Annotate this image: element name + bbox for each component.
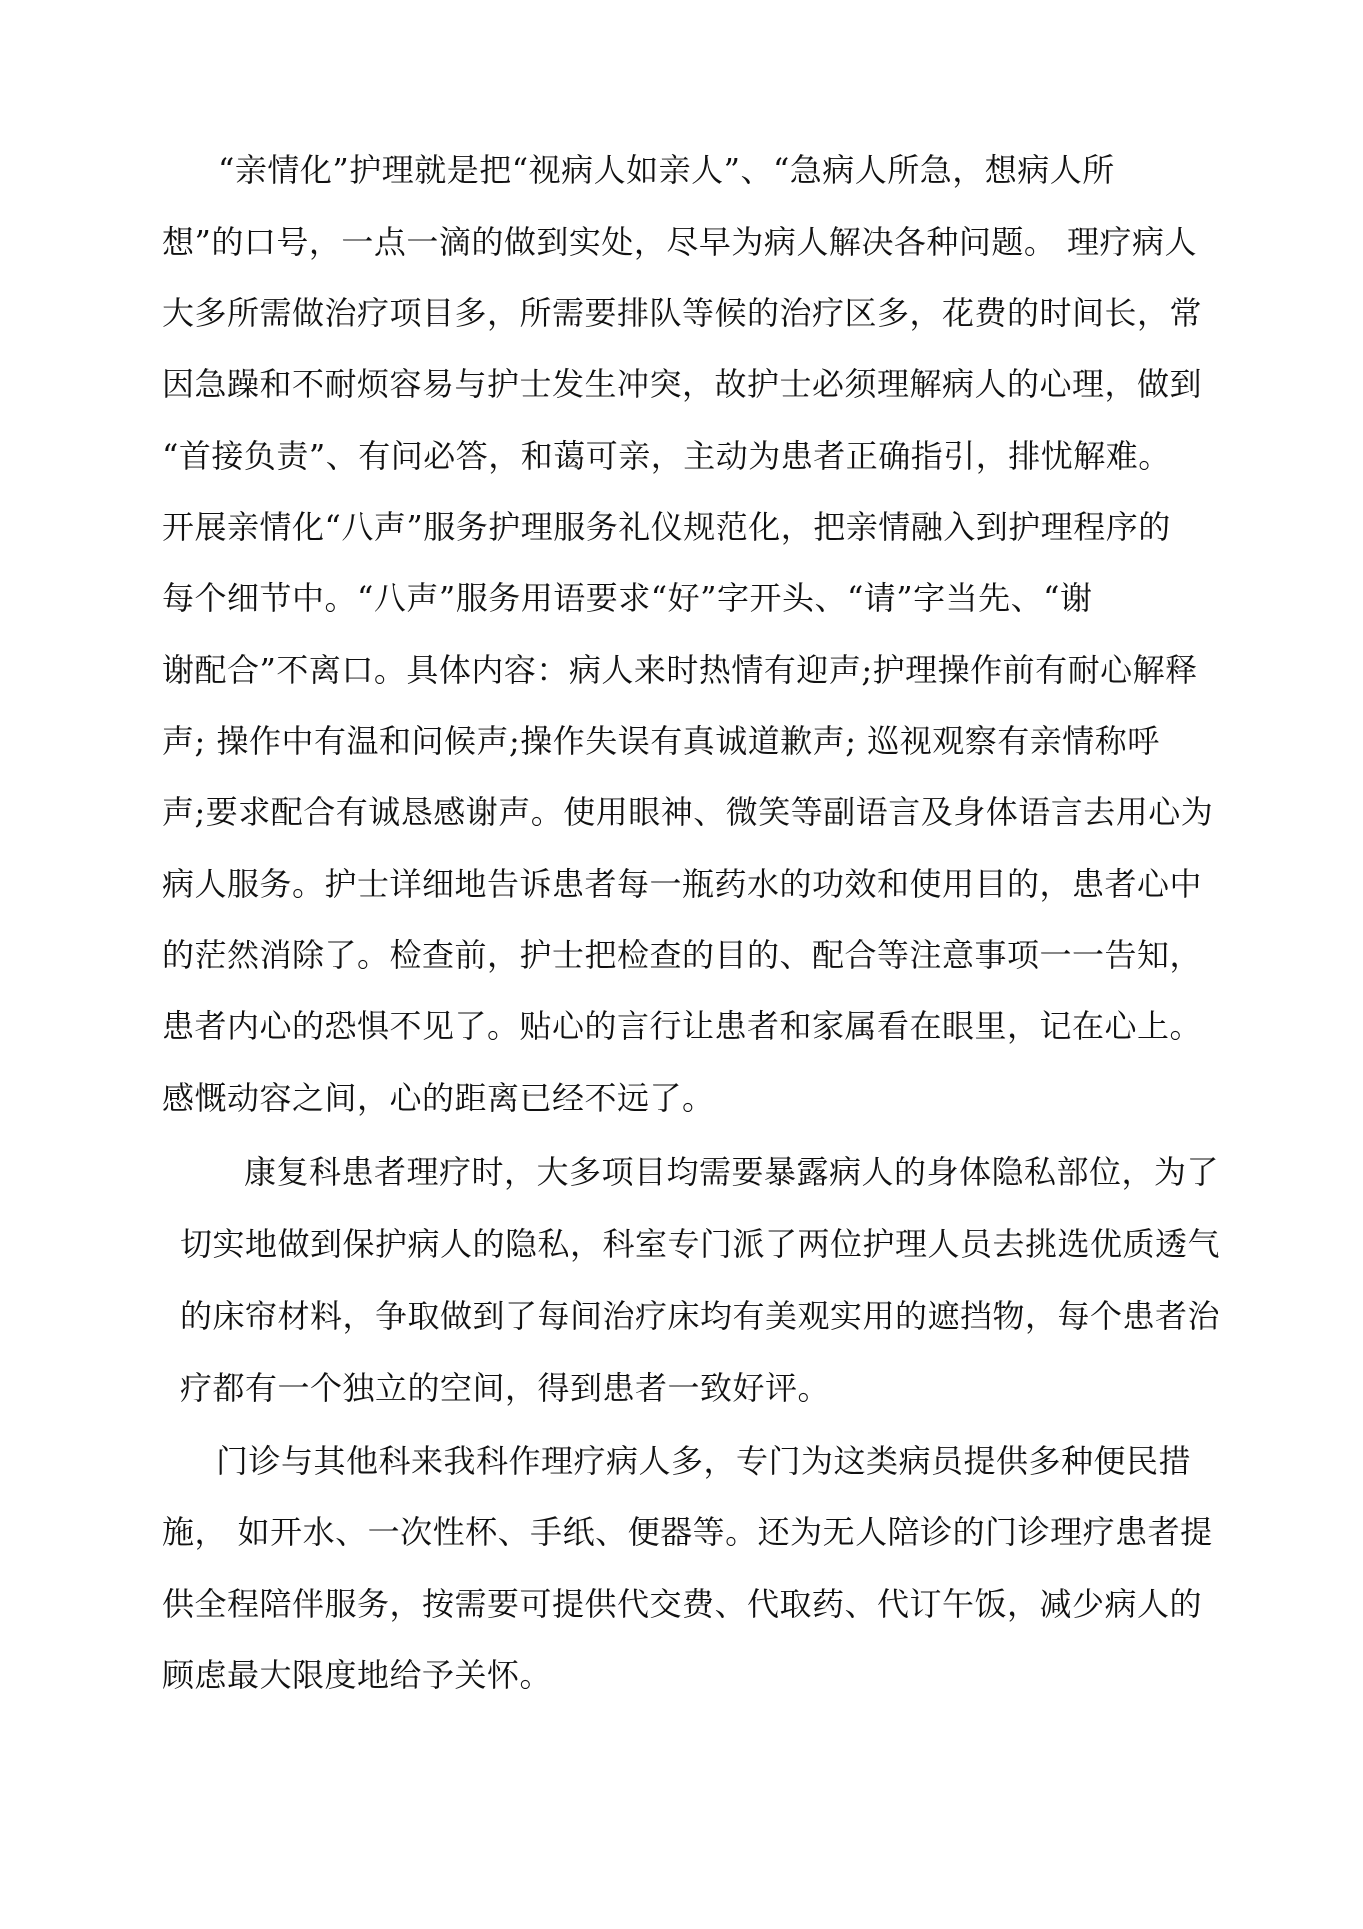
- text-line: 供全程陪伴服务，按需要可提供代交费、代取药、代订午饭，减少病人的: [162, 1585, 1203, 1623]
- text-line: 声;要求配合有诚恳感谢声。使用眼神、微笑等副语言及身体语言去用心为: [162, 793, 1214, 831]
- text-line: “亲情化”护理就是把“视病人如亲人”、“急病人所急，想病人所: [218, 151, 1115, 189]
- text-line: 康复科患者理疗时，大多项目均需要暴露病人的身体隐私部位，为了: [244, 1153, 1220, 1191]
- text-line: 每个细节中。“八声”服务用语要求“好”字开头、“请”字当先、“谢: [162, 579, 1093, 617]
- text-line: 因急躁和不耐烦容易与护士发生冲突，故护士必须理解病人的心理，做到: [162, 365, 1203, 403]
- text-line: 的茫然消除了。检查前，护士把检查的目的、配合等注意事项一一告知，: [162, 936, 1203, 974]
- text-line: 门诊与其他科来我科作理疗病人多，专门为这类病员提供多种便民措: [216, 1442, 1192, 1480]
- text-line: 病人服务。护士详细地告诉患者每一瓶药水的功效和使用目的，患者心中: [162, 865, 1203, 903]
- text-line: 施， 如开水、一次性杯、手纸、便器等。还为无人陪诊的门诊理疗患者提: [162, 1513, 1213, 1551]
- text-line: 想”的口号，一点一滴的做到实处，尽早为病人解决各种问题。 理疗病人: [162, 223, 1198, 261]
- text-line: 切实地做到保护病人的隐私，科室专门派了两位护理人员去挑选优质透气: [180, 1225, 1221, 1263]
- text-line: 大多所需做治疗项目多，所需要排队等候的治疗区多，花费的时间长，常: [162, 294, 1203, 332]
- text-line: 的床帘材料，争取做到了每间治疗床均有美观实用的遮挡物，每个患者治: [180, 1297, 1221, 1335]
- text-line: 开展亲情化“八声”服务护理服务礼仪规范化，把亲情融入到护理程序的: [162, 508, 1171, 546]
- text-line: 感慨动容之间，心的距离已经不远了。: [162, 1079, 715, 1117]
- text-line: “首接负责”、有问必答，和蔼可亲，主动为患者正确指引，排忧解难。: [162, 437, 1171, 475]
- text-line: 谢配合”不离口。具体内容：病人来时热情有迎声;护理操作前有耐心解释: [162, 651, 1198, 689]
- text-line: 顾虑最大限度地给予关怀。: [162, 1656, 553, 1694]
- text-line: 声; 操作中有温和问候声;操作失误有真诚道歉声; 巡视观察有亲情称呼: [162, 722, 1160, 760]
- text-line: 患者内心的恐惧不见了。贴心的言行让患者和家属看在眼里，记在心上。: [162, 1007, 1203, 1045]
- text-line: 疗都有一个独立的空间，得到患者一致好评。: [180, 1369, 831, 1407]
